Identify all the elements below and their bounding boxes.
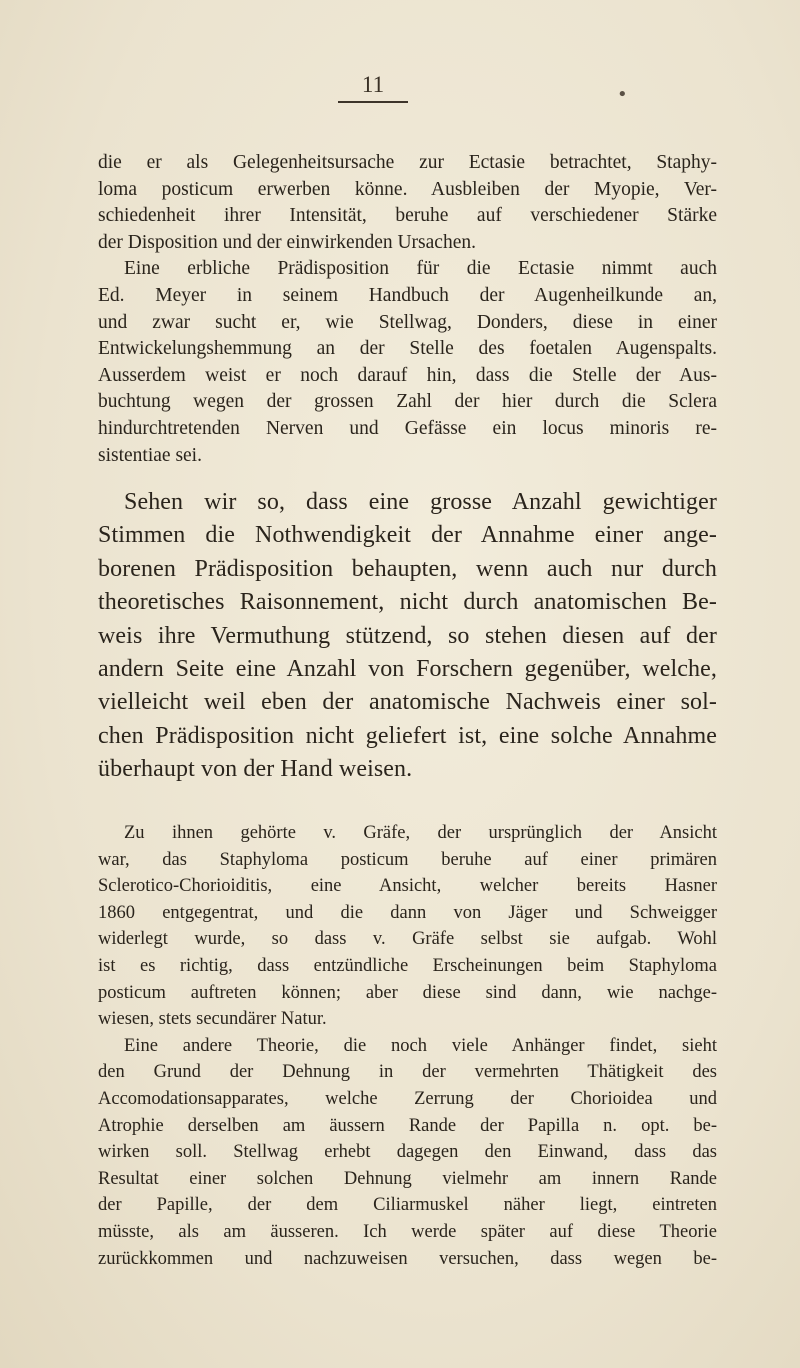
text-line: Ed. Meyer in seinem Handbuch der Augenheilkunde an,	[98, 284, 717, 306]
text-line: Eine erbliche Prädisposition für die Ectasie nimmt auch	[124, 258, 717, 280]
text-line: loma posticum erwerben könne. Ausbleiben der Myopie, Ver-	[98, 178, 717, 200]
text-line: die er als Gelegenheitsursache zur Ectasie betrachtet, Staphy-	[98, 152, 717, 173]
paragraph-summary	[98, 486, 717, 787]
text-line: Resultat einer solchen Dehnung vielmehr am innern Rande	[98, 1168, 717, 1189]
text-line: chen Prädisposition nicht geliefert ist, eine solche Annahme	[98, 722, 717, 749]
text-line: war, das Staphyloma posticum beruhe auf einer primären	[98, 849, 717, 870]
body-text-block-3	[98, 820, 717, 1272]
text-line: müsste, als am äusseren. Ich werde später auf diese Theorie	[98, 1221, 717, 1242]
body-text-block-1	[98, 150, 717, 469]
text-line: Ausserdem weist er noch darauf hin, dass die Stelle der Aus-	[98, 364, 717, 386]
text-line: zurückkommen und nachzuweisen versuchen, dass wegen be-	[98, 1248, 717, 1269]
text-line: posticum auftreten können; aber diese sind dann, wie nachge-	[98, 982, 717, 1003]
text-line: vielleicht weil eben der anatomische Nachweis einer sol-	[98, 689, 717, 716]
text-line: Stimmen die Nothwendigkeit der Annahme einer ange-	[98, 522, 717, 549]
text-line: widerlegt wurde, so dass v. Gräfe selbst sie aufgab. Wohl	[98, 929, 717, 950]
text-line: schiedenheit ihrer Intensität, beruhe auf verschiedener Stärke	[98, 205, 717, 227]
text-line: buchtung wegen der grossen Zahl der hier durch die Sclera	[98, 391, 717, 413]
paragraph-theory	[98, 1033, 717, 1272]
text-line: den Grund der Dehnung in der vermehrten Thätigkeit des	[98, 1062, 717, 1083]
text-line: Sclerotico-Chorioiditis, eine Ansicht, welcher bereits Hasner	[98, 876, 717, 897]
text-line: wiesen, stets secundärer Natur.	[98, 1009, 327, 1030]
text-line: theoretisches Raisonnement, nicht durch anatomischen Be-	[98, 589, 717, 616]
page-number-container	[338, 72, 408, 98]
text-line: Eine andere Theorie, die noch viele Anhänger findet, sieht	[124, 1035, 717, 1056]
text-line: borenen Prädisposition behaupten, wenn auch nur durch	[98, 555, 717, 582]
body-text-block-2	[98, 486, 717, 787]
text-line: ist es richtig, dass entzündliche Erscheinungen beim Staphyloma	[98, 955, 717, 976]
text-line: Zu ihnen gehörte v. Gräfe, der ursprünglich der Ansicht	[124, 823, 717, 843]
text-line: Accomodationsapparates, welche Zerrung der Chorioidea und	[98, 1088, 717, 1109]
text-line: und zwar sucht er, wie Stellwag, Donders, diese in einer	[98, 311, 717, 333]
text-line: andern Seite eine Anzahl von Forschern gegenüber, welche,	[98, 656, 717, 683]
text-line: der Papille, der dem Ciliarmuskel näher liegt, eintreten	[98, 1195, 717, 1216]
text-line: sistentiae sei.	[98, 444, 202, 466]
paragraph-graefe	[98, 820, 717, 1033]
text-line: Entwickelungshemmung an der Stelle des foetalen Augenspalts.	[98, 338, 717, 360]
text-line: der Disposition und der einwirkenden Ursachen.	[98, 231, 476, 253]
paragraph-meyer	[98, 256, 717, 469]
text-line: weis ihre Vermuthung stützend, so stehen diesen auf der	[98, 622, 717, 649]
text-line: wirken soll. Stellwag erhebt dagegen den Einwand, dass das	[98, 1142, 717, 1163]
paragraph-intro	[98, 150, 717, 256]
margin-bullet-mark: •	[617, 84, 628, 105]
text-line: Sehen wir so, dass eine grosse Anzahl gewichtiger	[124, 489, 717, 515]
page-number-rule	[338, 101, 408, 103]
text-line: hindurchtretenden Nerven und Gefässe ein locus minoris re-	[98, 417, 717, 439]
text-line: überhaupt von der Hand weisen.	[98, 756, 413, 783]
text-line: 1860 entgegentrat, und die dann von Jäger und Schweigger	[98, 902, 717, 923]
page-number: 11	[361, 72, 385, 97]
text-line: Atrophie derselben am äussern Rande der Papilla n. opt. be-	[98, 1115, 717, 1136]
